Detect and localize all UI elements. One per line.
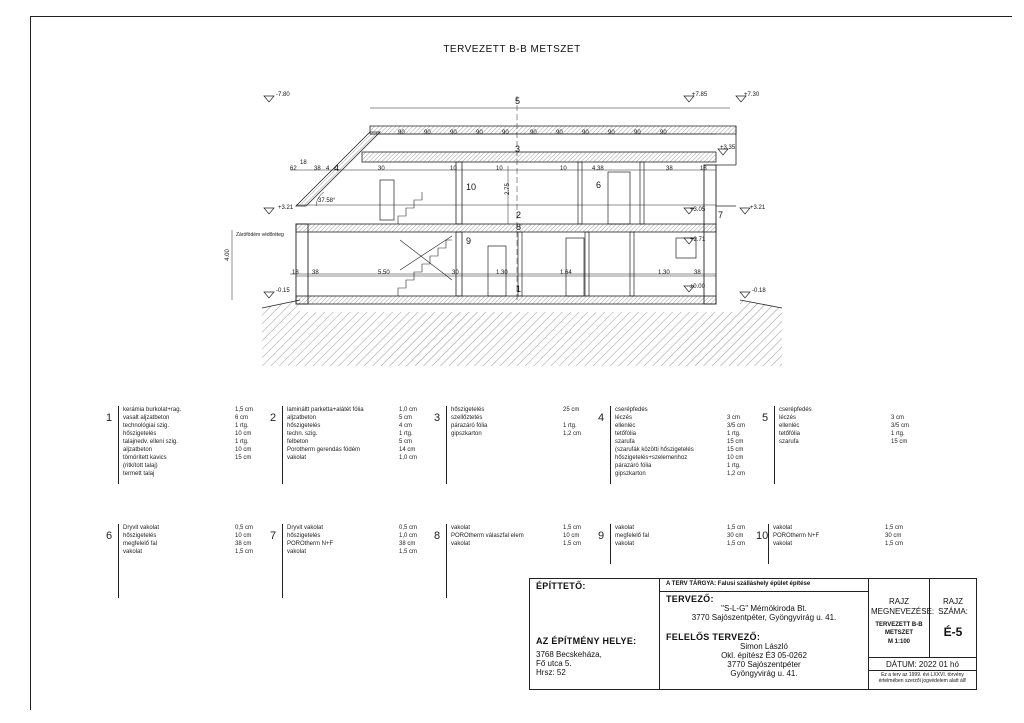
layer-mark: 3 bbox=[515, 144, 521, 154]
layer-row: gipszkarton 1,2 cm bbox=[451, 431, 582, 437]
drawing-name-label: RAJZ MEGNEVEZÉSE: bbox=[871, 597, 935, 616]
site-label: AZ ÉPÍTMÉNY HELYE: bbox=[536, 636, 637, 646]
roof-angle: 37.58° bbox=[318, 198, 336, 204]
subject-cell bbox=[660, 579, 868, 592]
dim-lower: 18 bbox=[292, 270, 299, 276]
layer-row: vakolat 1,5 cm bbox=[615, 541, 746, 547]
dim-lower: 1.30 bbox=[496, 270, 508, 276]
layer-number: 8 bbox=[434, 530, 441, 542]
level-label: +3.21 bbox=[278, 205, 294, 211]
dim-lower: 30 bbox=[452, 270, 459, 276]
layer-row: (szarufák közötti hőszigetelés 15 cm bbox=[615, 447, 744, 453]
level-label: +3.21 bbox=[750, 205, 766, 211]
dim-upper: 38 bbox=[314, 166, 321, 172]
site-line: Fő utca 5. bbox=[536, 659, 572, 668]
layer-row: tetőfólia 1 rtg. bbox=[779, 431, 905, 437]
client-cell bbox=[530, 579, 660, 634]
dim-upper: 10 bbox=[496, 166, 503, 172]
layer-number: 10 bbox=[756, 530, 769, 542]
layer-row: párazáró fólia 1 rtg. bbox=[451, 423, 577, 429]
level-label: -7.80 bbox=[276, 92, 290, 98]
layer-row: szarufa 15 cm bbox=[779, 439, 908, 445]
drawing-name: TERVEZETT B-B METSZET bbox=[875, 622, 923, 636]
dim-upper: 4.38 bbox=[592, 166, 604, 172]
layer-mark: 6 bbox=[596, 180, 602, 190]
dim-roof: 90 bbox=[424, 130, 431, 136]
layer-row: (ritkított talaj) bbox=[123, 463, 158, 469]
layer-row: hőszigetelés 10 cm bbox=[123, 533, 252, 539]
date-cell bbox=[868, 657, 976, 671]
layer-mark: 8 bbox=[516, 222, 522, 232]
site-line: Hrsz: 52 bbox=[536, 668, 566, 677]
layer-row: Dryvit vakolat 0,5 cm bbox=[123, 525, 254, 531]
layer-mark: 4 bbox=[334, 163, 340, 173]
layer-row: termett talaj bbox=[123, 471, 155, 477]
dim-lower: 1.30 bbox=[658, 270, 670, 276]
layer-row: vakolat 1,5 cm bbox=[451, 541, 582, 547]
designer-line: "S-L-G" Mérnökiroda Bt. bbox=[721, 604, 807, 613]
dim-roof: 90 bbox=[582, 130, 589, 136]
layer-row: cserépfedés bbox=[615, 407, 648, 413]
level-label: +3.05 bbox=[690, 207, 706, 213]
designer-line: 3770 Sajószentpéter, Gyöngyvirág u. 41. bbox=[691, 613, 837, 622]
layer-row: megfelelő fal 38 cm bbox=[123, 541, 252, 547]
designer-cell bbox=[660, 592, 868, 632]
dim-lower: 5.50 bbox=[378, 270, 390, 276]
site-cell bbox=[530, 634, 660, 689]
subject: A TERV TÁRGYA: Falusi szálláshely épület építése bbox=[666, 581, 811, 587]
dim-upper: 62 bbox=[290, 166, 297, 172]
layer-row: technológiai szig. 1 rtg. bbox=[123, 423, 249, 429]
resp-line: Gyöngyvirág u. 41. bbox=[730, 669, 798, 678]
dim-roof: 90 bbox=[502, 130, 509, 136]
layer-row: aljzatbeton 5 cm bbox=[287, 415, 413, 421]
layer-row: párazáró fólia 1 rtg. bbox=[615, 463, 741, 469]
dim-upper: 30 bbox=[378, 166, 385, 172]
height-dim: 2.75 bbox=[504, 183, 511, 195]
layer-number: 7 bbox=[270, 530, 277, 542]
dim-roof: 90 bbox=[530, 130, 537, 136]
dim-upper: 18 bbox=[700, 166, 707, 172]
title-block bbox=[529, 578, 977, 690]
dim-lower: 1.64 bbox=[560, 270, 572, 276]
layer-row: talajnedv. elleni szig. 1 rtg. bbox=[123, 439, 249, 445]
drawing-number-cell bbox=[930, 579, 976, 657]
layer-row: tetőfólia 1 rtg. bbox=[615, 431, 741, 437]
layer-row: vakolat 1,5 cm bbox=[451, 525, 582, 531]
layer-row: léczés 3 cm bbox=[615, 415, 741, 421]
dim-lower: 38 bbox=[312, 270, 319, 276]
dim-roof: 90 bbox=[634, 130, 641, 136]
layer-row: hőszigetelés 1,0 cm bbox=[287, 533, 418, 539]
layer-number: 4 bbox=[598, 412, 605, 424]
dim-roof: 90 bbox=[476, 130, 483, 136]
layer-row: vakolat 1,5 cm bbox=[773, 525, 904, 531]
designer-label: TERVEZŐ: bbox=[666, 594, 714, 604]
layer-row: vakolat 1,5 cm bbox=[615, 525, 746, 531]
layer-mark: 7 bbox=[718, 210, 724, 220]
layer-row: szellőztetés bbox=[451, 415, 483, 421]
dim-roof: 90 bbox=[556, 130, 563, 136]
layer-row: POROtherm N+F 30 cm bbox=[773, 533, 902, 539]
copyright-cell bbox=[868, 671, 976, 689]
layer-row: léczés 3 cm bbox=[779, 415, 905, 421]
drawing-name-cell bbox=[868, 579, 935, 657]
layer-row: hőszigetelés 25 cm bbox=[451, 407, 580, 413]
layer-row: POROtherm N+F 38 cm bbox=[287, 541, 416, 547]
level-label: +7.30 bbox=[744, 92, 760, 98]
site-line: 3768 Becskeháza, bbox=[536, 650, 602, 659]
level-label: -0.18 bbox=[752, 288, 766, 294]
dim-roof: 90 bbox=[660, 130, 667, 136]
dim-upper: 4 bbox=[326, 166, 330, 172]
layer-mark: 2 bbox=[516, 210, 522, 220]
drawing-number: É-5 bbox=[943, 625, 963, 639]
date: DÁTUM: 2022 01 hó bbox=[886, 660, 959, 669]
copyright: Ez a terv az 1999. évi LXXVI. törvény értelmében szerzői jogvédelem alatt áll! bbox=[878, 672, 967, 684]
resp-line: Okl. építész É3 05-0262 bbox=[721, 651, 807, 660]
layer-row: Dryvit vakolat 0,5 cm bbox=[287, 525, 418, 531]
layer-row: tömörített kavics 15 cm bbox=[123, 455, 252, 461]
level-label: +3.35 bbox=[720, 145, 736, 151]
client-label: ÉPÍTTETŐ: bbox=[536, 581, 586, 591]
layer-number: 9 bbox=[598, 530, 605, 542]
layer-row: ellenléc 3/5 cm bbox=[615, 423, 746, 429]
layer-row: vakolat 1,5 cm bbox=[123, 549, 254, 555]
layer-row: hőszigetelés 10 cm bbox=[123, 431, 252, 437]
level-label: -0.15 bbox=[276, 288, 290, 294]
side-note: Zárófödém védőréteg bbox=[236, 232, 284, 238]
layer-row: aljzatbeton 10 cm bbox=[123, 447, 252, 453]
height-dim: 4.00 bbox=[224, 249, 231, 261]
resp-designer-cell bbox=[660, 632, 868, 689]
dim-roof: 90 bbox=[398, 130, 405, 136]
resp-line: Simon László bbox=[739, 642, 789, 651]
level-label: +7.85 bbox=[692, 92, 708, 98]
layer-mark: 1 bbox=[516, 284, 522, 294]
layer-row: vakolat 1,5 cm bbox=[773, 541, 904, 547]
drawing-scale: M 1:100 bbox=[887, 639, 910, 645]
layer-number: 3 bbox=[434, 412, 441, 424]
dim-upper: 10 bbox=[450, 166, 457, 172]
layer-number: 1 bbox=[106, 412, 113, 424]
layer-mark: 10 bbox=[466, 182, 477, 192]
layer-row: cserépfedés bbox=[779, 407, 812, 413]
level-label: ±0.00 bbox=[690, 284, 705, 290]
layer-mark: 9 bbox=[466, 236, 472, 246]
layer-row: lamináltt parketta+alátét fólia 1,0 cm bbox=[287, 407, 418, 413]
dim-lower: 38 bbox=[694, 270, 701, 276]
layer-row: ellenléc 3/5 cm bbox=[779, 423, 910, 429]
layer-number: 5 bbox=[762, 412, 769, 424]
level-label: +2.71 bbox=[690, 237, 706, 243]
resp-designer-label: FELELŐS TERVEZŐ: bbox=[666, 632, 761, 642]
layer-number: 6 bbox=[106, 530, 113, 542]
layer-row: techn. szig. 1 rtg. bbox=[287, 431, 413, 437]
dim-upper: 10 bbox=[560, 166, 567, 172]
dim-roof: 90 bbox=[450, 130, 457, 136]
dim-upper: 18 bbox=[300, 160, 307, 166]
layer-row: vasalt aljzatbeton 6 cm bbox=[123, 415, 249, 421]
layer-row: gipszkarton 1,2 cm bbox=[615, 471, 746, 477]
layer-row: vakolat 1,5 cm bbox=[287, 549, 418, 555]
layer-mark: 5 bbox=[515, 96, 521, 106]
layer-row: hőszigetelés 4 cm bbox=[287, 423, 413, 429]
resp-line: 3770 Sajószentpéter bbox=[727, 660, 801, 669]
layer-number: 2 bbox=[270, 412, 277, 424]
dim-upper: 38 bbox=[666, 166, 673, 172]
layer-row: felbeton 5 cm bbox=[287, 439, 413, 445]
drawing-title: TERVEZETT B-B METSZET bbox=[443, 44, 581, 55]
layer-row: megfelelő fal 30 cm bbox=[615, 533, 744, 539]
layer-row: hőszigetelés+szelemenhoz 10 cm bbox=[615, 455, 744, 461]
layer-row: Porotherm gerendás födém 14 cm bbox=[287, 447, 416, 453]
layer-row: POROtherm válaszfal elem 10 cm bbox=[451, 533, 580, 539]
drawing-number-label: RAJZ SZÁMA: bbox=[938, 597, 968, 616]
layer-row: kerámia burkolat+rag. 1,5 cm bbox=[123, 407, 254, 413]
layer-row: szarufa 15 cm bbox=[615, 439, 744, 445]
dim-roof: 90 bbox=[608, 130, 615, 136]
layer-row: vakolat 1,0 cm bbox=[287, 455, 418, 461]
